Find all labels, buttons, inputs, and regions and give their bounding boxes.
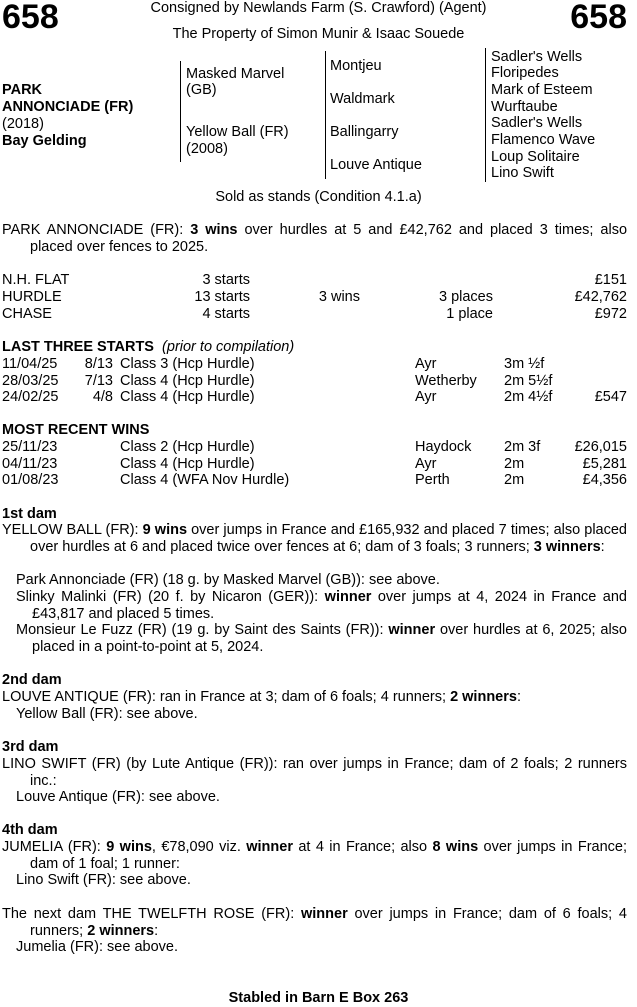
dam3-text: LINO SWIFT (FR) (by Lute Antique (FR)): ran over jumps in France; dam of 2 foals; 2 runners inc.: (2, 756, 627, 789)
gen3-4: Wurftaube (491, 99, 558, 115)
dam1-detail: over jumps in France and £165,932 and placed 7 times; also placed over hurdles at 6 and placed twice over fences at 6; dam of 3 foals; 3 runners; (30, 522, 627, 555)
dam1-wins: 9 wins (142, 522, 188, 538)
stabling-footer: Stabled in Barn E Box 263 (228, 990, 409, 1006)
dam1-foal-1 (16, 572, 627, 589)
start-position: 7/13 (84, 373, 113, 389)
dam1-name: YELLOW BALL (FR): (2, 522, 143, 538)
horse-name-2: ANNONCIADE (FR) (2, 99, 134, 115)
win-course: Ayr (415, 456, 437, 472)
pedigree-divider-2 (325, 51, 326, 179)
stat-type: HURDLE (2, 289, 62, 305)
stat-starts: 4 starts (202, 306, 250, 322)
pedigree-divider-1 (180, 61, 181, 162)
win-distance: 2m (504, 472, 525, 488)
start-course: Ayr (415, 389, 437, 405)
start-distance: 3m ½f (504, 356, 545, 372)
gen3-1: Sadler's Wells (491, 49, 583, 65)
sale-condition: Sold as stands (Condition 4.1.a) (215, 189, 422, 205)
win-course: Haydock (415, 439, 472, 455)
stat-type: N.H. FLAT (2, 272, 70, 288)
win-date: 01/08/23 (2, 472, 59, 488)
win-race: Class 2 (Hcp Hurdle) (120, 439, 255, 455)
win-course: Perth (415, 472, 450, 488)
dam-sire: Ballingarry (330, 124, 399, 140)
pedigree-divider-3 (485, 48, 486, 182)
next-dam-end: : (154, 922, 159, 939)
dam2-foal: Yellow Ball (FR): see above. (16, 706, 198, 722)
dam1-winners: 3 winners (533, 538, 601, 555)
foal-text: Park Annonciade (FR) (18 g. by Masked Marvel (GB)): see above. (16, 572, 440, 588)
horse-description: Bay Gelding (2, 133, 87, 149)
sire-dam: Waldmark (330, 91, 395, 107)
start-position: 4/8 (92, 389, 113, 405)
summary-wins: 3 wins (190, 222, 238, 238)
dam1-heading: 1st dam (2, 506, 57, 522)
foal-text: Slinky Malinki (FR) (20 f. by Nicaron (GER)): (16, 589, 325, 605)
stat-type: CHASE (2, 306, 52, 322)
dam4-jump-wins: 8 wins (432, 839, 479, 855)
lot-number-left: 658 (2, 0, 59, 36)
gen3-3: Mark of Esteem (491, 82, 593, 98)
start-date: 24/02/25 (2, 389, 59, 405)
foal-winner: winner (388, 622, 436, 638)
win-race: Class 4 (WFA Nov Hurdle) (120, 472, 290, 488)
dam4-winner: winner (246, 839, 293, 855)
sire-sire: Montjeu (330, 58, 382, 74)
dam1-foal-3 (16, 622, 627, 655)
gen3-7: Loup Solitaire (491, 149, 580, 165)
summary-text-2: over hurdles at 5 and £42,762 and placed 3 times; also placed over fences to 2025. (30, 222, 628, 255)
stat-earnings: £42,762 (574, 289, 627, 305)
stat-starts: 13 starts (194, 289, 250, 305)
dam1-foal-2 (16, 589, 627, 622)
win-prize: £4,356 (582, 472, 627, 488)
foal-detail: over jumps at 4, 2024 in France and £43,817 and placed 5 times. (32, 589, 627, 622)
next-dam-name: The next dam THE TWELFTH ROSE (FR): (2, 906, 301, 922)
last-three-note: (prior to compilation) (162, 339, 295, 355)
dam1-text (2, 522, 627, 555)
gen3-6: Flamenco Wave (491, 132, 596, 148)
start-date: 28/03/25 (2, 373, 59, 389)
stat-places: 3 places (438, 289, 493, 305)
start-race: Class 3 (Hcp Hurdle) (120, 356, 255, 372)
stat-earnings: £972 (594, 306, 627, 322)
last-three-heading (2, 339, 294, 356)
start-race: Class 4 (Hcp Hurdle) (120, 373, 255, 389)
stat-earnings: £151 (594, 272, 627, 288)
property-line: The Property of Simon Munir & Isaac Souede (172, 26, 465, 42)
last-three-title: LAST THREE STARTS (2, 339, 154, 355)
win-race: Class 4 (Hcp Hurdle) (120, 456, 255, 472)
horse-name: PARK (2, 82, 43, 98)
next-dam-foal: Jumelia (FR): see above. (16, 939, 178, 955)
win-distance: 2m (504, 456, 525, 472)
start-date: 11/04/25 (2, 356, 58, 372)
dam2-detail: LOUVE ANTIQUE (FR): ran in France at 3; dam of 6 foals; 4 runners; (2, 689, 451, 705)
dam4-detail-3: over jumps in France; dam of 1 foal; 1 runner: (30, 839, 628, 872)
win-prize: £5,281 (582, 456, 627, 472)
dam3-foal: Louve Antique (FR): see above. (16, 789, 220, 805)
dam1-end: : (600, 538, 605, 555)
foal-winner: winner (324, 589, 372, 605)
start-race: Class 4 (Hcp Hurdle) (120, 389, 255, 405)
dam-year: (2008) (186, 141, 228, 157)
stat-wins: 3 wins (318, 289, 360, 305)
lot-number-right: 658 (570, 0, 627, 36)
summary-text: PARK ANNONCIADE (FR): (2, 222, 191, 238)
dam4-wins: 9 wins (106, 839, 152, 855)
dam4-detail: , €78,090 viz. (151, 839, 247, 855)
gen3-2: Floripedes (491, 65, 559, 81)
next-dam-winners: 2 winners (87, 922, 155, 939)
start-course: Ayr (415, 356, 437, 372)
dam2-heading: 2nd dam (2, 672, 62, 688)
consignor: Consigned by Newlands Farm (S. Crawford) (Agent) (150, 0, 487, 16)
sire: Masked Marvel (186, 66, 285, 82)
recent-wins-heading: MOST RECENT WINS (2, 422, 150, 438)
stat-starts: 3 starts (202, 272, 250, 288)
dam2-end: : (516, 689, 521, 705)
win-prize: £26,015 (574, 439, 627, 455)
dam2-winners: 2 winners (450, 689, 517, 705)
foal-text: Monsieur Le Fuzz (FR) (19 g. by Saint des Saints (FR)): (16, 622, 389, 638)
next-dam-detail: over jumps in France; dam of 6 foals; 4 runners; (30, 906, 627, 939)
dam4-name: JUMELIA (FR): (2, 839, 107, 855)
next-dam-text (2, 906, 627, 939)
dam4-foal: Lino Swift (FR): see above. (16, 872, 191, 888)
start-course: Wetherby (415, 373, 477, 389)
dam2-text (2, 689, 627, 706)
win-date: 04/11/23 (2, 456, 58, 472)
start-prize: £547 (594, 389, 627, 405)
dam: Yellow Ball (FR) (186, 124, 289, 140)
stat-places: 1 place (446, 306, 493, 322)
win-date: 25/11/23 (2, 439, 58, 455)
foal-detail: over hurdles at 6, 2025; also placed in a point-to-point at 5, 2024. (32, 622, 627, 655)
dam4-text (2, 839, 627, 872)
gen3-5: Sadler's Wells (491, 115, 583, 131)
horse-year: (2018) (2, 116, 44, 132)
next-dam-winner: winner (300, 906, 348, 922)
win-distance: 2m 3f (504, 439, 541, 455)
start-distance: 2m 5½f (504, 373, 553, 389)
dam4-detail-2: at 4 in France; also (292, 839, 433, 855)
gen3-8: Lino Swift (491, 165, 554, 181)
start-position: 8/13 (84, 356, 113, 372)
start-distance: 2m 4½f (504, 389, 553, 405)
sire-country: (GB) (186, 82, 217, 98)
dam3-heading: 3rd dam (2, 739, 59, 755)
dam-dam: Louve Antique (330, 157, 422, 173)
dam4-heading: 4th dam (2, 822, 58, 838)
race-summary (2, 222, 627, 255)
